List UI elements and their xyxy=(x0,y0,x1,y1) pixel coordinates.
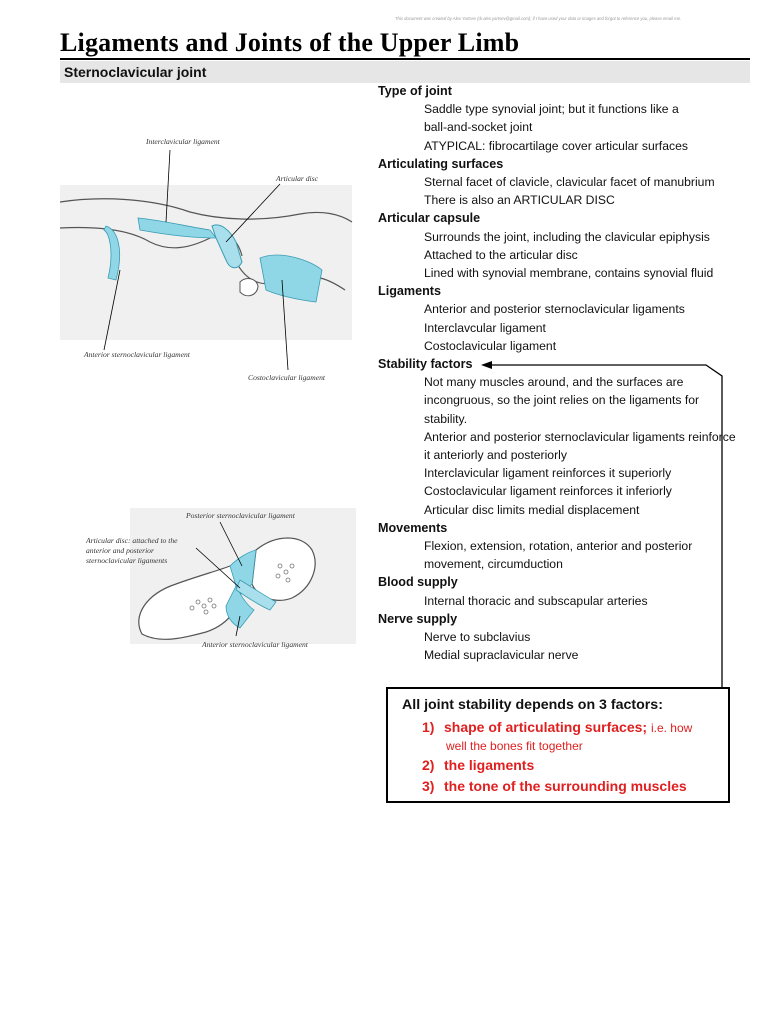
list-item: Attached to the articular disc xyxy=(424,247,578,262)
figure-sternoclavicular-coronal xyxy=(60,130,360,390)
list-item: Nerve to subclavius xyxy=(424,630,531,645)
list-item: ball-and-socket joint xyxy=(424,120,533,135)
factor-3 xyxy=(422,778,687,794)
label-articular-disc: Articular disc xyxy=(276,174,318,183)
list-item: Lined with synovial membrane, contains synovial fluid xyxy=(424,266,714,281)
list-item: ATYPICAL: fibrocartilage cover articular surfaces xyxy=(424,138,688,153)
factor-note: i.e. how xyxy=(650,721,693,735)
list-item: There is also an ARTICULAR DISC xyxy=(424,193,615,208)
list-item: movement, circumduction xyxy=(424,557,563,572)
heading-articulating-surfaces: Articulating surfaces xyxy=(378,156,504,171)
list-item: Articular disc limits medial displacement xyxy=(424,502,640,517)
stability-callout xyxy=(386,687,730,803)
section-title: Sternoclavicular joint xyxy=(64,64,207,80)
heading-stability-factors: Stability factors xyxy=(378,357,473,372)
list-item: Sternal facet of clavicle, clavicular facet of manubrium xyxy=(424,175,715,190)
factor-text: the ligaments xyxy=(444,757,535,773)
list-item: Saddle type synovial joint; but it functions like a xyxy=(424,102,679,117)
list-item: Anterior and posterior sternoclavicular ligaments reinforce xyxy=(424,429,736,444)
rib-cartilage-shape xyxy=(240,279,258,296)
label-anterior: Anterior sternoclavicular ligament xyxy=(84,350,190,359)
page-title: Ligaments and Joints of the Upper Limb xyxy=(60,28,520,57)
heading-ligaments: Ligaments xyxy=(378,284,441,299)
label-anterior: Anterior sternoclavicular ligament xyxy=(202,640,308,649)
heading-movements: Movements xyxy=(378,520,448,535)
title-rule xyxy=(60,58,750,60)
section-movements xyxy=(378,519,750,574)
label-costoclavicular: Costoclavicular ligament xyxy=(248,373,325,382)
section-header xyxy=(60,61,750,83)
section-ligaments xyxy=(378,282,750,355)
heading-nerve-supply: Nerve supply xyxy=(378,611,458,626)
factor-1-subtext: well the bones fit together xyxy=(446,739,583,753)
section-blood-supply xyxy=(378,573,750,609)
list-item: Anterior and posterior sternoclavicular ligaments xyxy=(424,302,685,317)
callout-title: All joint stability depends on 3 factors: xyxy=(402,697,663,713)
list-item: Interclavcular ligament xyxy=(424,320,546,335)
factor-2 xyxy=(422,757,534,773)
list-item: Surrounds the joint, including the clavicular epiphysis xyxy=(424,229,710,244)
transverse-section-drawing xyxy=(80,506,360,656)
label-posterior: Posterior sternoclavicular ligament xyxy=(186,511,295,520)
list-item: incongruous, so the joint relies on the ligaments for xyxy=(424,393,700,408)
list-item: it anteriorly and posteriorly xyxy=(424,448,567,463)
factor-1 xyxy=(422,719,692,735)
factor-text: the tone of the surrounding muscles xyxy=(444,778,687,794)
label-interclavicular: Interclavicular ligament xyxy=(146,137,220,146)
list-item: Flexion, extension, rotation, anterior and posterior xyxy=(424,539,693,554)
list-item: Internal thoracic and subscapular arteries xyxy=(424,593,648,608)
label-disc-line2: anterior and posterior xyxy=(86,546,154,555)
list-item: Interclavicular ligament reinforces it superiorly xyxy=(424,466,672,481)
list-item: Not many muscles around, and the surfaces are xyxy=(424,375,684,390)
section-articular-capsule xyxy=(378,209,750,282)
factor-number: 2) xyxy=(422,757,435,773)
section-type-of-joint xyxy=(378,82,750,155)
factor-text: shape of articulating surfaces; xyxy=(444,719,648,735)
label-disc-line1: Articular disc: attached to the xyxy=(86,536,178,545)
section-stability-factors xyxy=(378,355,750,519)
section-nerve-supply xyxy=(378,610,750,665)
label-disc-line3: sternoclavicular ligaments xyxy=(86,556,168,565)
factor-number: 1) xyxy=(422,719,435,735)
section-articulating-surfaces xyxy=(378,155,750,210)
heading-articular-capsule: Articular capsule xyxy=(378,211,481,226)
heading-type-of-joint: Type of joint xyxy=(378,84,452,98)
list-item: Costoclavicular ligament reinforces it inferiorly xyxy=(424,484,672,499)
credit-note: This document was created by Alex Yartsev (dr.alex.yartsev@gmail.com); if I have used your data or images and forgot to reference you, please email me. xyxy=(395,16,682,21)
heading-blood-supply: Blood supply xyxy=(378,575,458,590)
list-item: stability. xyxy=(424,411,468,426)
list-item: Costoclavicular ligament xyxy=(424,338,557,353)
joint-notes xyxy=(378,82,750,665)
list-item: Medial supraclavicular nerve xyxy=(424,648,579,663)
factor-number: 3) xyxy=(422,778,435,794)
figure-sternoclavicular-transverse xyxy=(80,506,360,656)
